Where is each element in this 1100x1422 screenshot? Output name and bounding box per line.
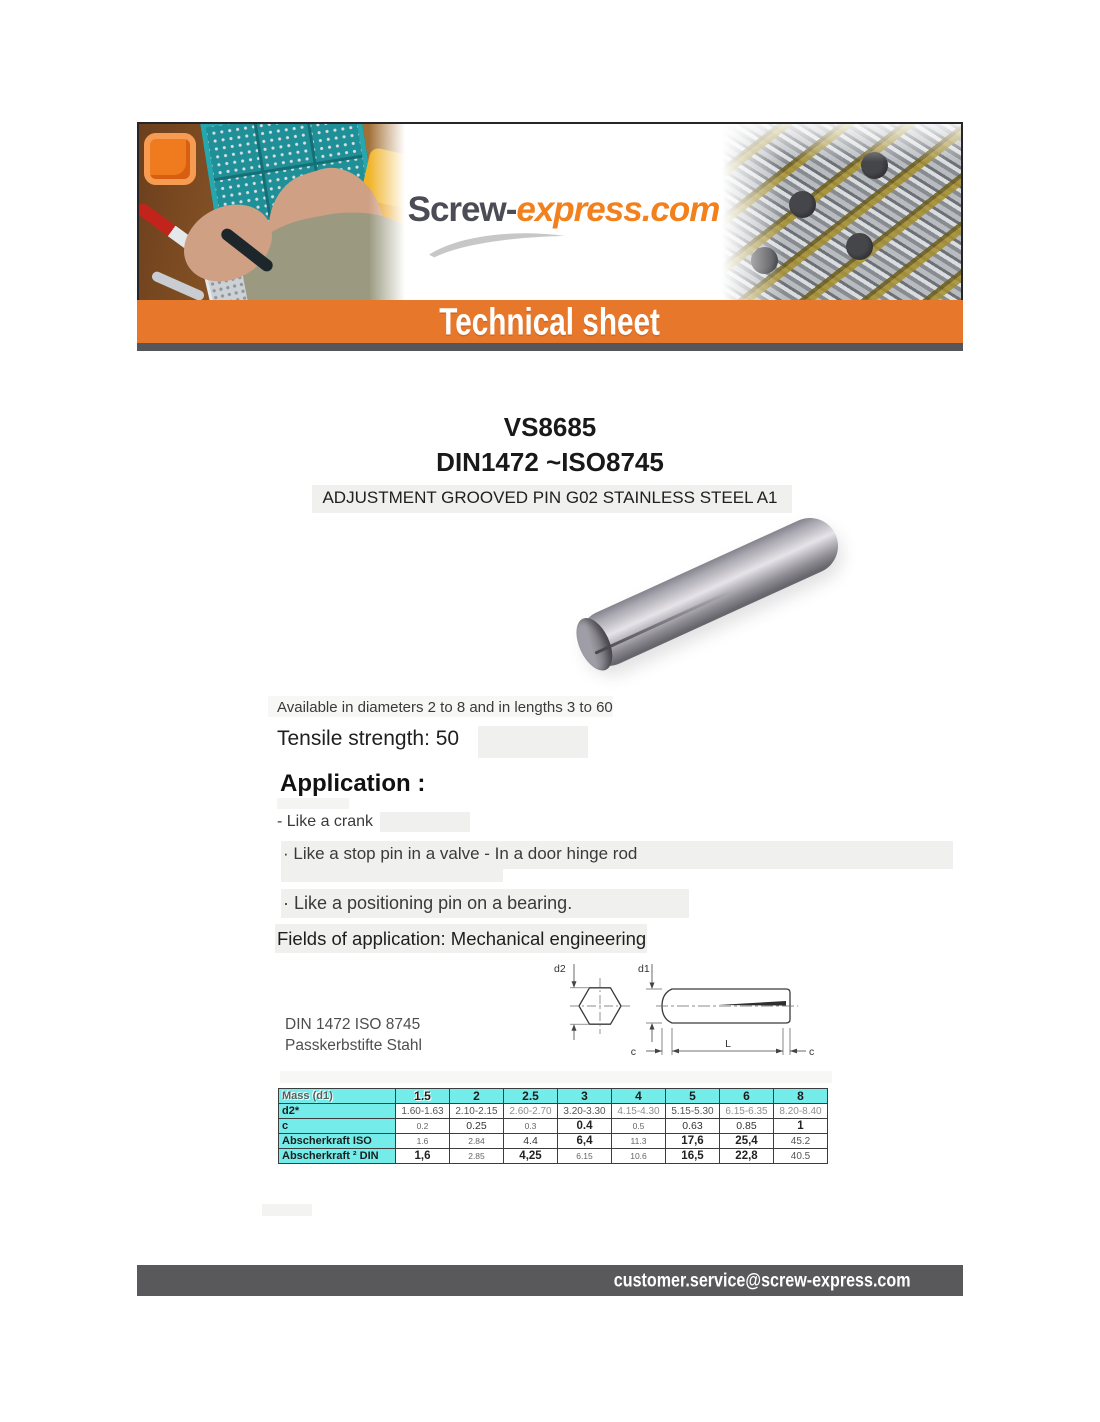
application-item: · Like a positioning pin on a bearing.	[283, 893, 573, 913]
table-row-label: c	[279, 1119, 396, 1134]
logo-express-text: express.com	[516, 190, 720, 229]
table-cell: 11.3	[612, 1134, 666, 1149]
table-cell: 4.4	[504, 1134, 558, 1149]
diagram-caption	[285, 1015, 422, 1057]
dim-label-c-right: c	[809, 1046, 815, 1058]
table-header-row	[279, 1089, 828, 1104]
dim-label-c-left: c	[630, 1046, 636, 1058]
table-cell: 0.5	[612, 1119, 666, 1134]
diagram-caption-line2: Passkerbstifte Stahl	[285, 1036, 422, 1054]
table-col-header: 2.5	[504, 1089, 558, 1104]
table-row-label: d2*	[279, 1104, 396, 1119]
table-cell: 0.3	[504, 1119, 558, 1134]
logo-screw-text: Screw-	[407, 190, 517, 229]
table-cell: 4.15-4.30	[612, 1104, 666, 1119]
table-col-header: 6	[720, 1089, 774, 1104]
availability-note: Available in diameters 2 to 8 and in lengths 3 to 60	[277, 699, 613, 716]
table-col-header: 4	[612, 1089, 666, 1104]
table-cell: 0.25	[450, 1119, 504, 1134]
photo-fade	[369, 124, 405, 300]
table-header-label: Mass (d1)	[279, 1089, 396, 1104]
scan-artifact	[281, 869, 503, 882]
scan-artifact	[280, 1071, 832, 1083]
table-row-label: Abscherkraft ISO	[279, 1134, 396, 1149]
banner-title: Technical sheet	[439, 299, 661, 343]
contact-email: customer.service@screw-express.com	[614, 1268, 911, 1291]
table-cell: 25,4	[720, 1134, 774, 1149]
table-cell: 2.10-2.15	[450, 1104, 504, 1119]
table-col-header: 5	[666, 1089, 720, 1104]
table-cell: 0.85	[720, 1119, 774, 1134]
product-name: ADJUSTMENT GROOVED PIN G02 STAINLESS STEEL A1	[322, 488, 778, 507]
table-row	[279, 1119, 828, 1134]
table-cell: 45.2	[774, 1134, 828, 1149]
logo-swoosh-icon	[417, 228, 577, 258]
table-cell: 0.63	[666, 1119, 720, 1134]
groove-line	[718, 1001, 786, 1006]
screws-photo	[722, 124, 963, 300]
table-cell: 1.60-1.63	[396, 1104, 450, 1119]
table-row	[279, 1134, 828, 1149]
grooved-pin-image	[571, 509, 847, 675]
table-cell: 16,5	[666, 1149, 720, 1164]
table-cell: 3.20-3.30	[558, 1104, 612, 1119]
table-row	[279, 1104, 828, 1119]
product-code: VS8685	[503, 412, 597, 442]
photo-detail-screw-head	[789, 191, 816, 218]
dim-label-d1: d1	[638, 963, 650, 975]
table-cell: 10.6	[612, 1149, 666, 1164]
scan-artifact	[262, 1204, 312, 1216]
footer-bar	[137, 1265, 963, 1296]
table-col-header: 2	[450, 1089, 504, 1104]
product-standard: DIN1472 ~ISO8745	[436, 447, 664, 477]
table-cell: 8.20-8.40	[774, 1104, 828, 1119]
table-cell: 6.15-6.35	[720, 1104, 774, 1119]
table-col-header: 1.5	[396, 1089, 450, 1104]
logo-area	[405, 124, 722, 300]
dim-label-L: L	[725, 1038, 731, 1050]
scan-artifact	[478, 726, 588, 758]
product-photo	[558, 512, 858, 677]
table-cell: 5.15-5.30	[666, 1104, 720, 1119]
application-heading: Application :	[280, 770, 426, 797]
table-cell: 2.84	[450, 1134, 504, 1149]
table-cell: 40.5	[774, 1149, 828, 1164]
spec-table	[278, 1088, 828, 1164]
technical-sheet-banner	[137, 300, 963, 343]
photo-detail-tape-measure	[144, 133, 196, 185]
logo	[408, 190, 720, 230]
scan-artifact	[380, 812, 470, 832]
technical-drawing	[540, 954, 830, 1072]
table-cell: 0.4	[558, 1119, 612, 1134]
application-item: - Like a crank	[277, 813, 374, 830]
table-cell: 2.85	[450, 1149, 504, 1164]
dim-label-d2: d2	[554, 963, 566, 975]
table-row-label: Abscherkraft ² DIN	[279, 1149, 396, 1164]
table-cell: 1.6	[396, 1134, 450, 1149]
table-col-header: 8	[774, 1089, 828, 1104]
fields-of-application: Fields of application: Mechanical engineering	[277, 928, 647, 949]
workbench-photo	[137, 124, 405, 300]
photo-fade	[722, 124, 784, 300]
table-cell: 2.60-2.70	[504, 1104, 558, 1119]
table-cell: 0.2	[396, 1119, 450, 1134]
table-cell: 6.15	[558, 1149, 612, 1164]
table-cell: 4,25	[504, 1149, 558, 1164]
diagram-caption-line1: DIN 1472 ISO 8745	[285, 1016, 421, 1033]
table-cell: 1,6	[396, 1149, 450, 1164]
header	[137, 122, 963, 300]
table-cell: 6,4	[558, 1134, 612, 1149]
application-item: · Like a stop pin in a valve - In a door hinge rod	[283, 844, 638, 863]
table-cell: 22,8	[720, 1149, 774, 1164]
table-col-header: 3	[558, 1089, 612, 1104]
scan-artifact	[277, 798, 349, 809]
table-row	[279, 1149, 828, 1164]
table-cell: 1	[774, 1119, 828, 1134]
divider-bar	[137, 343, 963, 351]
table-cell: 17,6	[666, 1134, 720, 1149]
tensile-strength: Tensile strength: 50	[277, 727, 460, 750]
